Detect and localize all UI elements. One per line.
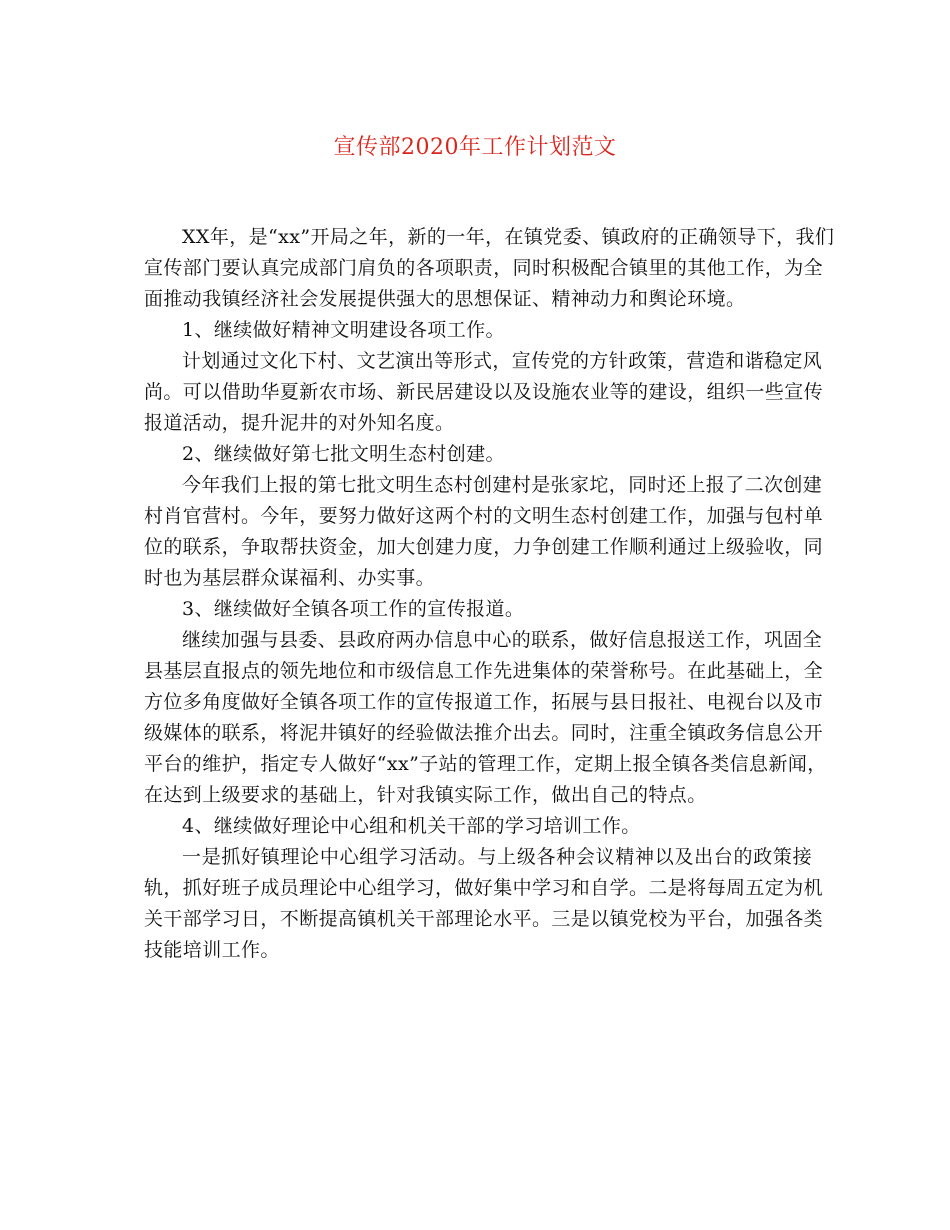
body-paragraph: [144, 222, 835, 315]
body-paragraph: [144, 470, 824, 594]
section-heading: [144, 811, 812, 842]
paragraph-line: 在达到上级要求的基础上，针对我镇实际工作，做出自己的特点。: [144, 784, 707, 806]
paragraph-line: 技能培训工作。: [144, 939, 280, 961]
paragraph-line: 村肖官营村。今年，要努力做好这两个村的文明生态村创建工作，加强与包村单: [144, 505, 824, 527]
heading-text: 2、继续做好第七批文明生态村创建。: [182, 443, 505, 465]
paragraph-line: 时也为基层群众谋福利、办实事。: [144, 567, 436, 589]
paragraph-line: XX年，是“xx”开局之年，新的一年，在镇党委、镇政府的正确领导下，我们: [182, 226, 835, 248]
paragraph-line: 计划通过文化下村、文艺演出等形式，宣传党的方针政策，营造和谐稳定风: [182, 350, 823, 372]
paragraph-line: 面推动我镇经济社会发展提供强大的思想保证、精神动力和舆论环境。: [144, 288, 746, 310]
paragraph-line: 级媒体的联系，将泥井镇好的经验做法推介出去。同时，注重全镇政务信息公开: [144, 722, 824, 744]
paragraph-line: 尚。可以借助华夏新农市场、新民居建设以及设施农业等的建设，组织一些宣传: [144, 381, 824, 403]
section-heading: [144, 439, 812, 470]
paragraph-line: 轨，抓好班子成员理论中心组学习，做好集中学习和自学。二是将每周五定为机: [144, 877, 824, 899]
paragraph-line: 平台的维护，指定专人做好“xx”子站的管理工作，定期上报全镇各类信息新闻，: [144, 753, 827, 775]
heading-text: 4、继续做好理论中心组和机关干部的学习培训工作。: [182, 815, 641, 837]
paragraph-line: 县基层直报点的领先地位和市级信息工作先进集体的荣誉称号。在此基础上，全: [144, 660, 824, 682]
section-heading: [144, 315, 812, 346]
paragraph-line: 一是抓好镇理论中心组学习活动。与上级各种会议精神以及出台的政策接: [182, 846, 812, 868]
heading-text: 3、继续做好全镇各项工作的宣传报道。: [182, 598, 525, 620]
page-title: 宣传部2020年工作计划范文: [333, 135, 617, 160]
paragraph-line: 报道活动，提升泥井的对外知名度。: [144, 412, 455, 434]
heading-text: 1、继续做好精神文明建设各项工作。: [182, 319, 505, 341]
paragraph-line: 继续加强与县委、县政府两办信息中心的联系，做好信息报送工作，巩固全: [182, 629, 823, 651]
paragraph-line: 关干部学习日，不断提高镇机关干部理论水平。三是以镇党校为平台，加强各类: [144, 908, 824, 930]
section-heading: [144, 594, 812, 625]
body-paragraph: [144, 625, 827, 811]
body-paragraph: [144, 346, 824, 439]
paragraph-line: 宣传部门要认真完成部门肩负的各项职责，同时积极配合镇里的其他工作，为全: [144, 257, 824, 279]
document-body: [144, 222, 835, 966]
paragraph-line: 方位多角度做好全镇各项工作的宣传报道工作，拓展与县日报社、电视台以及市: [144, 691, 824, 713]
body-paragraph: [144, 842, 824, 966]
paragraph-line: 今年我们上报的第七批文明生态村创建村是张家坨，同时还上报了二次创建: [182, 474, 823, 496]
paragraph-line: 位的联系，争取帮扶资金，加大创建力度，力争创建工作顺利通过上级验收，同: [144, 536, 824, 558]
